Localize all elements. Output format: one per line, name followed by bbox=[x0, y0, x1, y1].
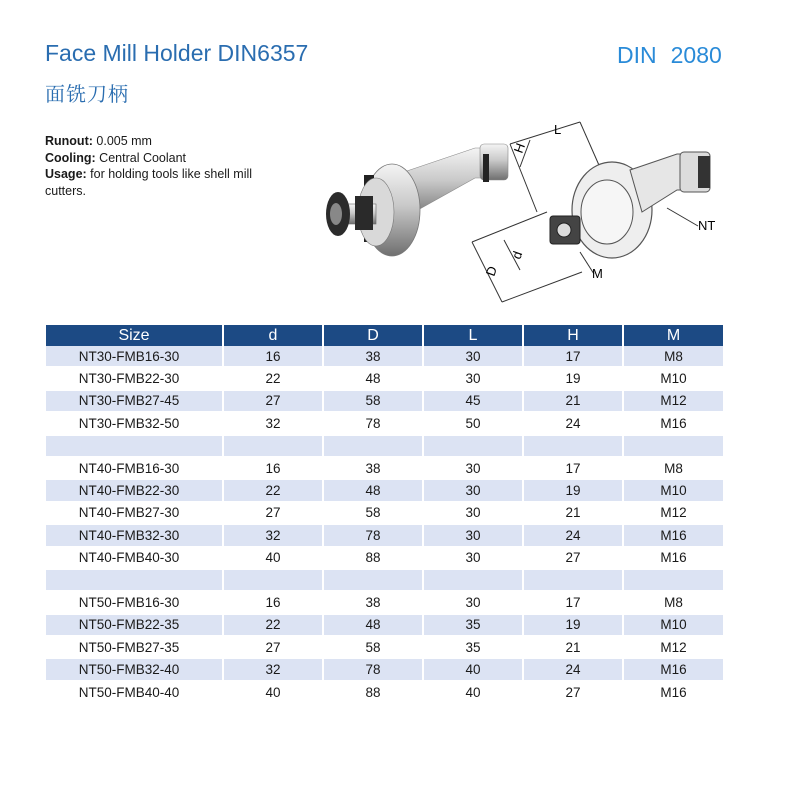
table-header-row bbox=[46, 325, 723, 346]
dim-label-small-d: d bbox=[508, 249, 526, 262]
column-header-h: H bbox=[523, 325, 623, 346]
table-cell bbox=[523, 435, 623, 457]
table-row bbox=[46, 412, 723, 434]
table-cell: M16 bbox=[623, 524, 723, 546]
table-cell: NT50-FMB27-35 bbox=[46, 636, 223, 658]
table-row bbox=[46, 591, 723, 613]
table-cell: M16 bbox=[623, 412, 723, 434]
table-row bbox=[46, 681, 723, 703]
table-cell: 17 bbox=[523, 346, 623, 367]
table-cell: NT50-FMB16-30 bbox=[46, 591, 223, 613]
table-row bbox=[46, 524, 723, 546]
table-cell: 16 bbox=[223, 346, 323, 367]
column-header-size: Size bbox=[46, 325, 223, 346]
table-cell: 48 bbox=[323, 367, 423, 389]
column-header-big-d: D bbox=[323, 325, 423, 346]
table-cell: M10 bbox=[623, 479, 723, 501]
table-cell: 35 bbox=[423, 614, 523, 636]
table-cell: 21 bbox=[523, 390, 623, 412]
standard-label bbox=[617, 42, 722, 69]
table-cell: NT50-FMB40-40 bbox=[46, 681, 223, 703]
table-cell: 78 bbox=[323, 412, 423, 434]
column-header-l: L bbox=[423, 325, 523, 346]
standard-number: 2080 bbox=[670, 42, 722, 68]
table-cell: 32 bbox=[223, 412, 323, 434]
table-cell: NT30-FMB27-45 bbox=[46, 390, 223, 412]
table-cell bbox=[46, 569, 223, 591]
table-cell bbox=[423, 435, 523, 457]
table-cell: 21 bbox=[523, 636, 623, 658]
table-row bbox=[46, 502, 723, 524]
table-cell: 19 bbox=[523, 614, 623, 636]
table-cell: 45 bbox=[423, 390, 523, 412]
table-cell: 30 bbox=[423, 479, 523, 501]
table-cell: 40 bbox=[223, 547, 323, 569]
table-cell: 16 bbox=[223, 591, 323, 613]
table-cell: M12 bbox=[623, 502, 723, 524]
table-cell: 40 bbox=[223, 681, 323, 703]
table-cell: 48 bbox=[323, 614, 423, 636]
technical-drawing bbox=[462, 112, 732, 312]
page-subtitle-zh: 面铣刀柄 bbox=[45, 82, 129, 106]
table-cell: 58 bbox=[323, 636, 423, 658]
table-cell bbox=[423, 569, 523, 591]
table-row bbox=[46, 346, 723, 367]
table-cell: 24 bbox=[523, 412, 623, 434]
table-cell: 40 bbox=[423, 658, 523, 680]
table-row bbox=[46, 479, 723, 501]
table-cell: 48 bbox=[323, 479, 423, 501]
table-row bbox=[46, 614, 723, 636]
dim-label-nt: NT bbox=[698, 218, 716, 233]
table-cell: NT50-FMB32-40 bbox=[46, 658, 223, 680]
table-cell: 30 bbox=[423, 346, 523, 367]
column-header-m: M bbox=[623, 325, 723, 346]
table-cell bbox=[323, 435, 423, 457]
table-cell: 38 bbox=[323, 457, 423, 479]
table-cell: 22 bbox=[223, 479, 323, 501]
table-cell: NT30-FMB22-30 bbox=[46, 367, 223, 389]
table-row bbox=[46, 658, 723, 680]
dim-label-m: M bbox=[592, 266, 603, 281]
table-cell: M8 bbox=[623, 457, 723, 479]
table-cell bbox=[223, 435, 323, 457]
dim-label-big-d: D bbox=[482, 264, 501, 279]
table-cell: 22 bbox=[223, 614, 323, 636]
spec-usage: Usage: for holding tools like shell mill cutters. bbox=[45, 167, 253, 198]
table-cell: 21 bbox=[523, 502, 623, 524]
table-cell: M8 bbox=[623, 346, 723, 367]
table-cell: 38 bbox=[323, 346, 423, 367]
table-cell: 88 bbox=[323, 547, 423, 569]
standard-prefix: DIN bbox=[617, 42, 657, 68]
table-cell: 38 bbox=[323, 591, 423, 613]
table-cell bbox=[623, 435, 723, 457]
table-cell bbox=[623, 569, 723, 591]
table-cell: NT40-FMB40-30 bbox=[46, 547, 223, 569]
table-cell: M10 bbox=[623, 614, 723, 636]
spec-runout: Runout: 0.005 mm bbox=[45, 134, 152, 148]
table-cell: 19 bbox=[523, 367, 623, 389]
table-cell: 30 bbox=[423, 524, 523, 546]
table-cell: NT40-FMB27-30 bbox=[46, 502, 223, 524]
table-cell: M16 bbox=[623, 658, 723, 680]
table-cell: 35 bbox=[423, 636, 523, 658]
table-cell: M8 bbox=[623, 591, 723, 613]
table-cell: 30 bbox=[423, 367, 523, 389]
table-cell: 78 bbox=[323, 524, 423, 546]
table-cell: NT40-FMB32-30 bbox=[46, 524, 223, 546]
table-row bbox=[46, 636, 723, 658]
table-cell: NT40-FMB16-30 bbox=[46, 457, 223, 479]
table-cell: 88 bbox=[323, 681, 423, 703]
table-cell: 27 bbox=[223, 502, 323, 524]
spec-list bbox=[45, 133, 290, 199]
size-table bbox=[46, 325, 723, 704]
table-cell: 58 bbox=[323, 502, 423, 524]
table-row bbox=[46, 547, 723, 569]
table-cell: M12 bbox=[623, 636, 723, 658]
table-row bbox=[46, 390, 723, 412]
table-cell: 24 bbox=[523, 658, 623, 680]
table-cell: 19 bbox=[523, 479, 623, 501]
table-cell: NT50-FMB22-35 bbox=[46, 614, 223, 636]
table-cell: M16 bbox=[623, 547, 723, 569]
table-cell: 27 bbox=[223, 636, 323, 658]
table-row bbox=[46, 457, 723, 479]
table-cell: 78 bbox=[323, 658, 423, 680]
spec-cooling: Cooling: Central Coolant bbox=[45, 150, 187, 165]
column-header-d: d bbox=[223, 325, 323, 346]
table-cell bbox=[223, 569, 323, 591]
table-cell: 27 bbox=[523, 547, 623, 569]
table-row bbox=[46, 367, 723, 389]
table-row bbox=[46, 435, 723, 457]
table-cell: 58 bbox=[323, 390, 423, 412]
table-cell: 32 bbox=[223, 658, 323, 680]
table-cell: 24 bbox=[523, 524, 623, 546]
page-title: Face Mill Holder DIN6357 bbox=[45, 40, 309, 66]
table-cell: NT30-FMB16-30 bbox=[46, 346, 223, 367]
table-cell: 17 bbox=[523, 591, 623, 613]
dim-label-l: L bbox=[554, 122, 562, 137]
table-cell: M12 bbox=[623, 390, 723, 412]
table-cell: 40 bbox=[423, 681, 523, 703]
table-cell: M10 bbox=[623, 367, 723, 389]
table-cell: 30 bbox=[423, 502, 523, 524]
table-cell: 30 bbox=[423, 547, 523, 569]
table-cell: 32 bbox=[223, 524, 323, 546]
table-cell bbox=[523, 569, 623, 591]
table-cell: 17 bbox=[523, 457, 623, 479]
table-cell: 27 bbox=[223, 390, 323, 412]
table-cell bbox=[323, 569, 423, 591]
table-cell: 22 bbox=[223, 367, 323, 389]
table-cell: NT40-FMB22-30 bbox=[46, 479, 223, 501]
table-cell: M16 bbox=[623, 681, 723, 703]
table-cell: 16 bbox=[223, 457, 323, 479]
table-cell bbox=[46, 435, 223, 457]
table-cell: 27 bbox=[523, 681, 623, 703]
table-cell: 30 bbox=[423, 457, 523, 479]
table-cell: 30 bbox=[423, 591, 523, 613]
table-row bbox=[46, 569, 723, 591]
table-cell: NT30-FMB32-50 bbox=[46, 412, 223, 434]
table-cell: 50 bbox=[423, 412, 523, 434]
dim-label-h: H bbox=[510, 141, 529, 156]
